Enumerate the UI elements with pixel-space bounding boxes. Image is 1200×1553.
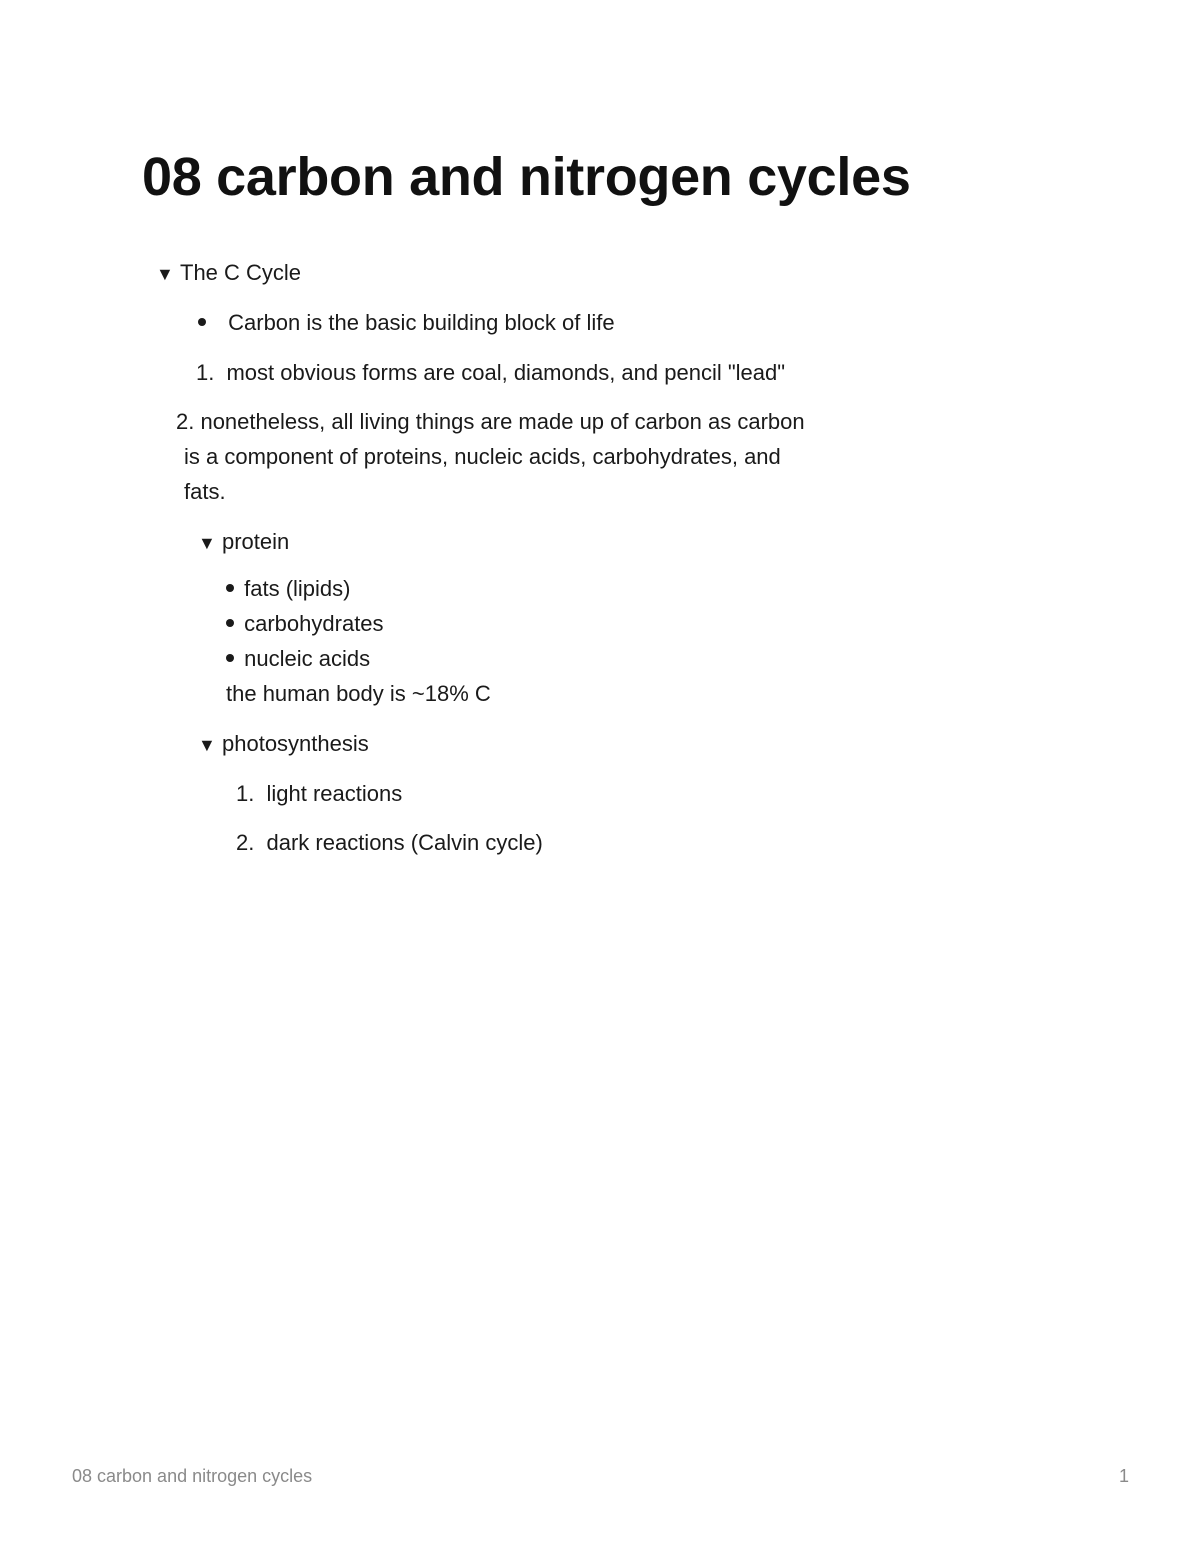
item-number: 1.: [236, 781, 255, 806]
footer-title: 08 carbon and nitrogen cycles: [72, 1466, 313, 1486]
triangle-down-icon[interactable]: ▼: [198, 735, 216, 755]
list-item: [226, 611, 384, 637]
numbered-item: [196, 360, 785, 386]
toggle-protein[interactable]: [198, 529, 289, 556]
triangle-down-icon[interactable]: ▼: [156, 264, 174, 284]
bullet-icon: [198, 318, 206, 326]
item-number: 1.: [196, 360, 215, 385]
list-item: [198, 310, 615, 336]
paragraph-line: 2. nonetheless, all living things are made up of carbon as carbon: [176, 409, 805, 434]
list-item-text: fats (lipids): [244, 576, 351, 601]
toggle-photosynthesis[interactable]: [198, 731, 369, 758]
page-number: 1: [1119, 1466, 1130, 1486]
bullet-icon: [226, 654, 234, 662]
note-text: the human body is ~18% C: [226, 681, 491, 706]
item-number: 2.: [236, 830, 255, 855]
toggle-heading: protein: [222, 529, 290, 554]
toggle-heading: photosynthesis: [222, 731, 369, 756]
paragraph-line: fats.: [184, 479, 226, 504]
bullet-icon: [226, 584, 234, 592]
numbered-item: [236, 781, 402, 807]
list-item-text: Carbon is the basic building block of life: [228, 310, 615, 335]
bullet-icon: [226, 619, 234, 627]
toggle-c-cycle[interactable]: [156, 260, 301, 287]
list-item: [226, 646, 370, 672]
item-text: light reactions: [266, 781, 403, 806]
toggle-heading: The C Cycle: [180, 260, 302, 285]
item-text: dark reactions (Calvin cycle): [266, 830, 543, 855]
item-text: most obvious forms are coal, diamonds, and pencil "lead": [226, 360, 786, 385]
page-title: 08 carbon and nitrogen cycles: [142, 147, 911, 207]
paragraph-line: is a component of proteins, nucleic acids, carbohydrates, and: [184, 444, 781, 469]
numbered-item: [236, 830, 543, 856]
list-item: [226, 576, 350, 602]
list-item-text: nucleic acids: [244, 646, 371, 671]
triangle-down-icon[interactable]: ▼: [198, 533, 216, 553]
list-item-text: carbohydrates: [244, 611, 384, 636]
